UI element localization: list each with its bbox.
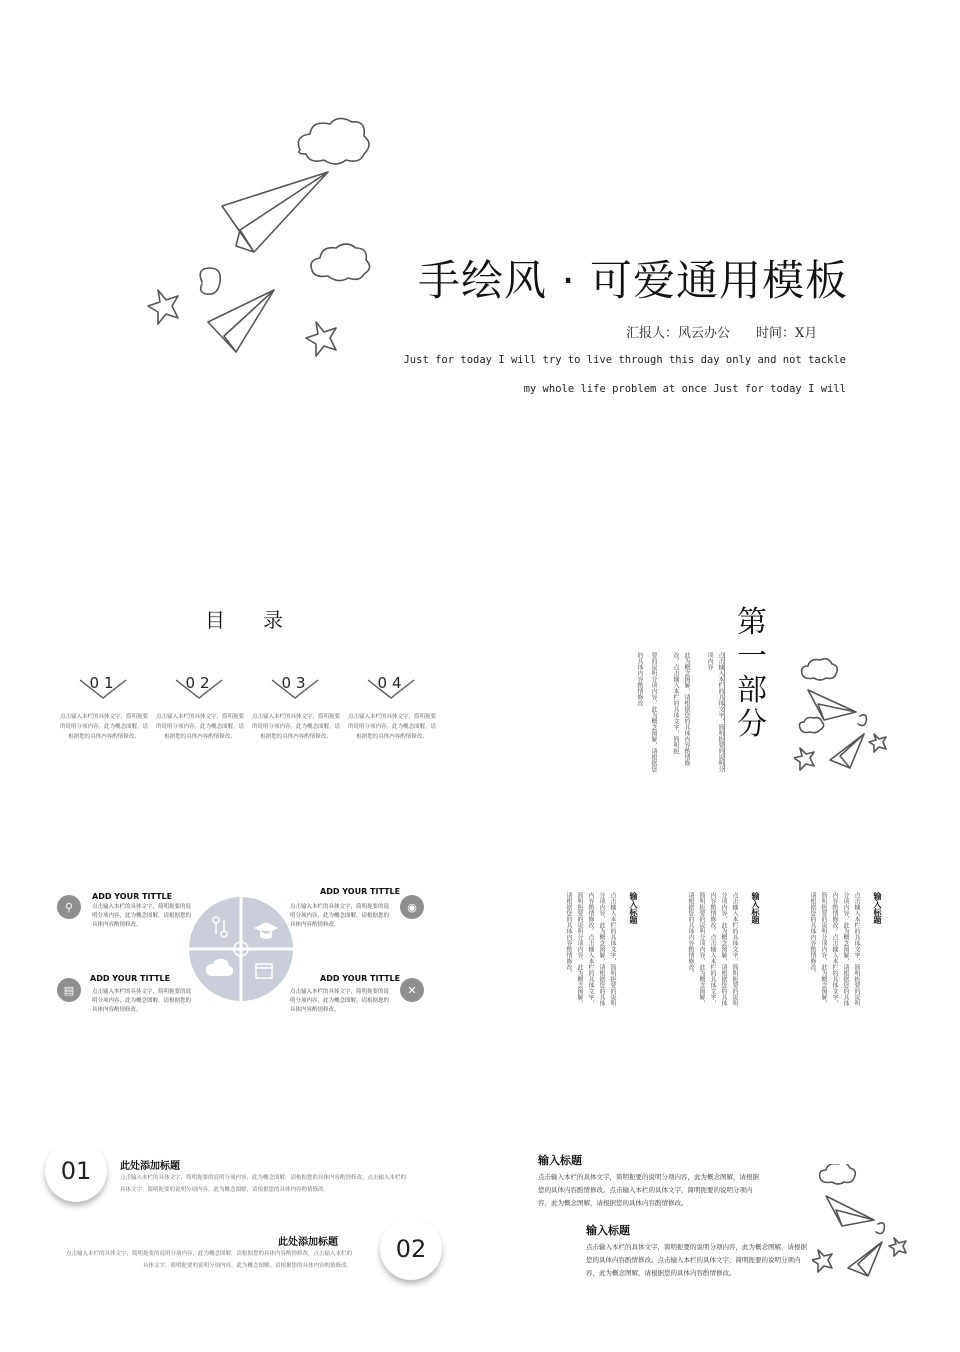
group-heading: 输入标题 <box>629 892 638 924</box>
toc-description: 点击输入本栏的具体文字，简明扼要的说明分项内容，此为概念图解，请根据您的具体内容酌情修改。 <box>251 714 340 740</box>
group-text: 点击输入本栏的具体文字，简明扼要的说明分项内容，此为概念图解，请根据您的具体内容酌情修改。点击输入本栏的具体文字，简明扼要的说明分项内容，此为概念图解，请根据您的具体内容酌情修改。 <box>687 892 738 1006</box>
toc-title: 目录 <box>205 608 321 632</box>
group-text: 点击输入本栏的具体文字，简明扼要的说明分项内容，此为概念图解，请根据您的具体内容酌情修改。点击输入本栏的具体文字，简明扼要的说明分项内容，此为概念图解，请根据您的具体内容酌情修改。 <box>565 892 616 1006</box>
vertical-text-column: 要的说明分项内容，此为概念图解，请根据您 <box>650 652 657 772</box>
vertical-text-column: 点击输入本栏的具体文字，简明扼要的说明分项内容 <box>706 652 724 772</box>
section-number-badge: 01 <box>45 1140 107 1202</box>
toc-item[interactable] <box>248 670 344 750</box>
group-heading: 输入标题 <box>873 892 882 924</box>
calendar-icon: ▤ <box>57 978 81 1002</box>
content-description: 点击输入本栏的具体文字，简明扼要的说明分项内容，此为概念图解，请根据您的具体内容酌情修改。点击输入本栏的具体文字，简明扼要的说明分项内容，此为概念图解，请根据您的具体内容酌情修改。 <box>538 1173 759 1207</box>
content-title: 输入标题 <box>586 1224 630 1237</box>
section-title: 此处添加标题 <box>120 1161 180 1172</box>
part-title-divider <box>724 652 725 772</box>
toc-number: 04 <box>377 674 407 692</box>
reporter-line: 汇报人：风云办公 时间：X月 <box>626 326 818 341</box>
feature-title: ADD YOUR TITTLE <box>90 974 171 983</box>
content-title: 输入标题 <box>538 1154 582 1167</box>
link-icon: ⚲ <box>57 895 81 919</box>
english-quote-line-2: my whole life problem at once Just for today I will <box>523 383 846 395</box>
section-number-badge: 02 <box>380 1218 442 1280</box>
toc-number: 03 <box>281 674 311 692</box>
toc-item[interactable] <box>344 670 440 750</box>
feature-description: 点击输入本栏的具体文字，简明扼要的说明分项内容，此为概念图解，请根据您的具体内容酌情修改。 <box>92 904 192 928</box>
content-description: 点击输入本栏的具体文字，简明扼要的说明分项内容，此为概念图解，请根据您的具体内容酌情修改。点击输入本栏的具体文字，简明扼要的说明分项内容，此为概念图解，请根据您的具体内容酌情修改。 <box>586 1243 807 1277</box>
group-heading: 输入标题 <box>751 892 760 924</box>
section-description: 点击输入本栏的具体文字，简明扼要的说明分项内容，此为概念图解，请根据您的具体内容酌情修改。点击输入本栏的具体文字，简明扼要的说明分项内容，此为概念图解，请根据您的具体内容酌情修改。 <box>65 1251 352 1269</box>
paper-plane-doodle-icon <box>140 100 380 370</box>
toc-number: 01 <box>89 674 119 692</box>
section-title: 此处添加标题 <box>278 1237 338 1248</box>
eye-icon: ◉ <box>400 895 424 919</box>
part-title: 第一部分 <box>737 605 767 742</box>
cover-slide <box>0 0 960 500</box>
toc-item[interactable] <box>56 670 152 750</box>
toc-item[interactable] <box>152 670 248 750</box>
feature-title: ADD YOUR TITTLE <box>320 974 401 983</box>
section-description: 点击输入本栏的具体文字，简明扼要的说明分项内容，此为概念图解，请根据您的具体内容酌情修改。点击输入本栏的具体文字，简明扼要的说明分项内容，此为概念图解，请根据您的具体内容酌情修改。 <box>120 1175 407 1193</box>
feature-title: ADD YOUR TITTLE <box>320 887 401 896</box>
feature-description: 点击输入本栏的具体文字，简明扼要的说明分项内容，此为概念图解，请根据您的具体内容酌情修改。 <box>290 989 390 1013</box>
feature-description: 点击输入本栏的具体文字，简明扼要的说明分项内容，此为概念图解，请根据您的具体内容酌情修改。 <box>92 989 192 1013</box>
toc-description: 点击输入本栏的具体文字，简明扼要的说明分项内容，此为概念图解，请根据您的具体内容酌情修改。 <box>347 714 436 740</box>
tools-icon: ✕ <box>400 978 424 1002</box>
vertical-text-column: 此为概念图解，请根据您的具体内容酌情修改。点击输入本栏的具体文字，简明扼 <box>672 652 690 766</box>
toc-description: 点击输入本栏的具体文字，简明扼要的说明分项内容，此为概念图解，请根据您的具体内容酌情修改。 <box>59 714 148 740</box>
paper-plane-doodle-icon <box>812 1164 912 1280</box>
toc-description: 点击输入本栏的具体文字，简明扼要的说明分项内容，此为概念图解，请根据您的具体内容酌情修改。 <box>155 714 244 740</box>
toc-number: 02 <box>185 674 215 692</box>
feature-description: 点击输入本栏的具体文字，简明扼要的说明分项内容，此为概念图解，请根据您的具体内容酌情修改。 <box>290 904 390 928</box>
cover-title: 手绘风 · 可爱通用模板 <box>418 256 849 305</box>
group-text: 点击输入本栏的具体文字，简明扼要的说明分项内容，此为概念图解，请根据您的具体内容酌情修改。点击输入本栏的具体文字，简明扼要的说明分项内容，此为概念图解，请根据您的具体内容酌情修改。 <box>809 892 860 1006</box>
quadrant-pie-chart <box>188 896 294 1002</box>
vertical-text-column: 的具体内容酌情修改 <box>636 652 643 706</box>
paper-plane-doodle-icon <box>794 656 894 776</box>
feature-title: ADD YOUR TITTLE <box>92 892 173 901</box>
english-quote-line-1: Just for today I will try to live through this day only and not tackle <box>403 354 846 366</box>
